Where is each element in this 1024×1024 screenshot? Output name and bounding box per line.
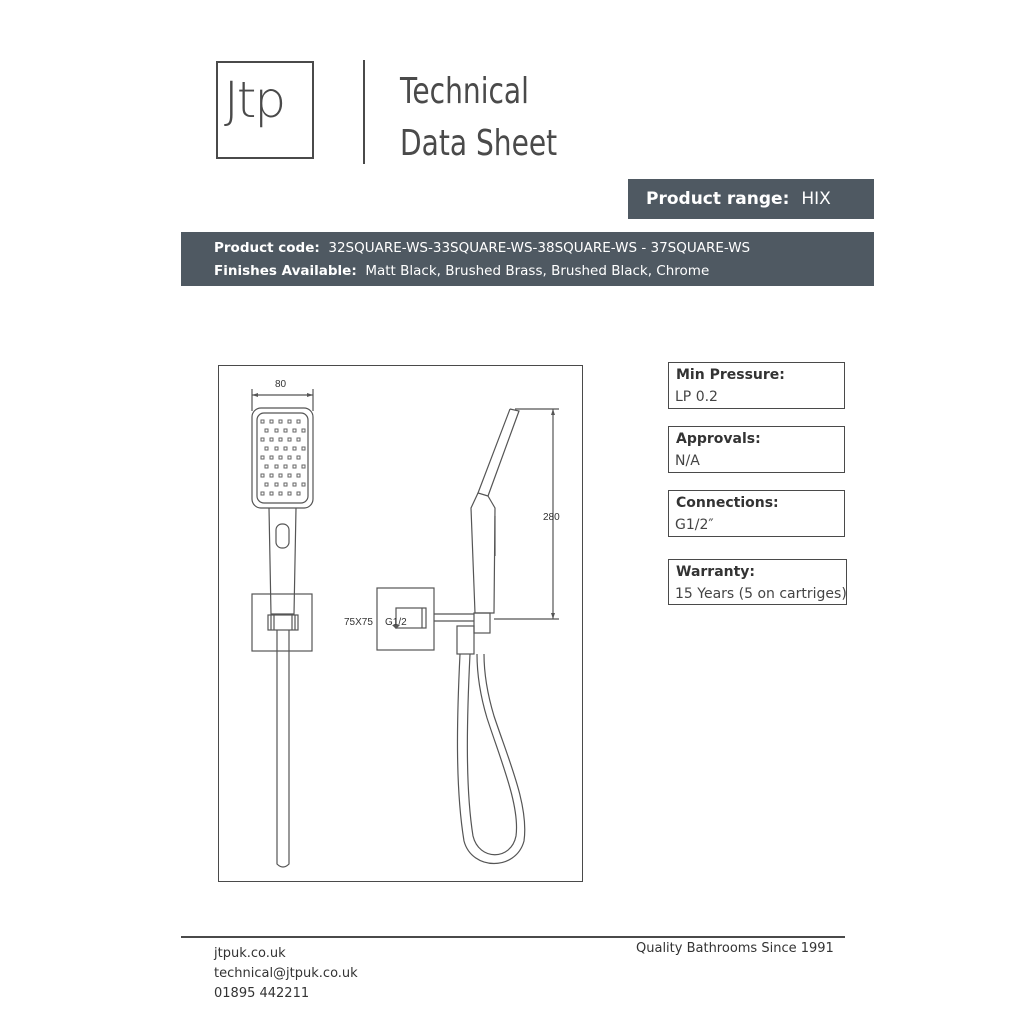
handset-handle-side — [471, 493, 495, 613]
footer-contact — [214, 944, 358, 1004]
finishes-value: Matt Black, Brushed Brass, Brushed Black, Chrome — [365, 263, 710, 279]
spec-value: 15 Years (5 on cartriges) — [675, 586, 847, 602]
product-code-row — [214, 237, 874, 260]
spray-button-front — [276, 524, 289, 548]
drawing-svg — [219, 366, 584, 883]
spec-label: Min Pressure: — [676, 367, 785, 383]
nozzle-grid — [261, 420, 305, 495]
hose-front — [277, 630, 289, 867]
footer-website[interactable]: jtpuk.co.uk — [214, 946, 286, 961]
title-line-2: Data Sheet — [400, 123, 558, 164]
wall-plate-front — [252, 594, 312, 651]
spec-min-pressure — [668, 362, 845, 409]
spec-connections — [668, 490, 845, 537]
spec-approvals — [668, 426, 845, 473]
holder-cup — [474, 613, 490, 633]
spec-value: LP 0.2 — [675, 389, 718, 405]
spec-value: G1/2″ — [675, 517, 714, 533]
hose-connector — [457, 626, 474, 654]
jtp-logo — [216, 61, 314, 159]
footer-divider — [181, 936, 845, 938]
product-range-bar — [628, 179, 874, 219]
spec-value: N/A — [675, 453, 700, 469]
product-code-value: 32SQUARE-WS-33SQUARE-WS-38SQUARE-WS - 37SQUARE-WS — [328, 240, 751, 256]
spec-warranty — [668, 559, 847, 605]
finishes-label: Finishes Available: — [214, 263, 357, 279]
header-divider — [363, 60, 365, 164]
technical-drawing — [218, 365, 583, 882]
handset-head-side-front — [478, 409, 510, 496]
wall-connector-front — [268, 615, 298, 630]
logo-text: Jtp — [224, 71, 285, 129]
dim-height-label: 280 — [543, 512, 560, 523]
spec-label: Connections: — [676, 495, 779, 511]
footer-phone: 01895 442211 — [214, 986, 310, 1001]
spec-label: Warranty: — [676, 564, 756, 580]
footer-email[interactable]: technical@jtpuk.co.uk — [214, 966, 358, 981]
footer-tagline: Quality Bathrooms Since 1991 — [636, 941, 834, 956]
dim-width-label: 80 — [275, 379, 287, 390]
hose-side-inner — [467, 654, 516, 855]
finishes-row — [214, 260, 874, 283]
dim-thread-label: G1/2 — [385, 617, 407, 628]
document-title — [400, 66, 557, 170]
title-line-1: Technical — [400, 71, 529, 112]
product-code-label: Product code: — [214, 240, 320, 256]
product-info-bar — [181, 232, 874, 286]
spec-label: Approvals: — [676, 431, 761, 447]
handset-head-side-back — [488, 409, 519, 496]
dim-plate-label: 75X75 — [344, 617, 373, 628]
product-range-label: Product range: — [646, 189, 790, 209]
product-range-value: HIX — [801, 189, 831, 209]
